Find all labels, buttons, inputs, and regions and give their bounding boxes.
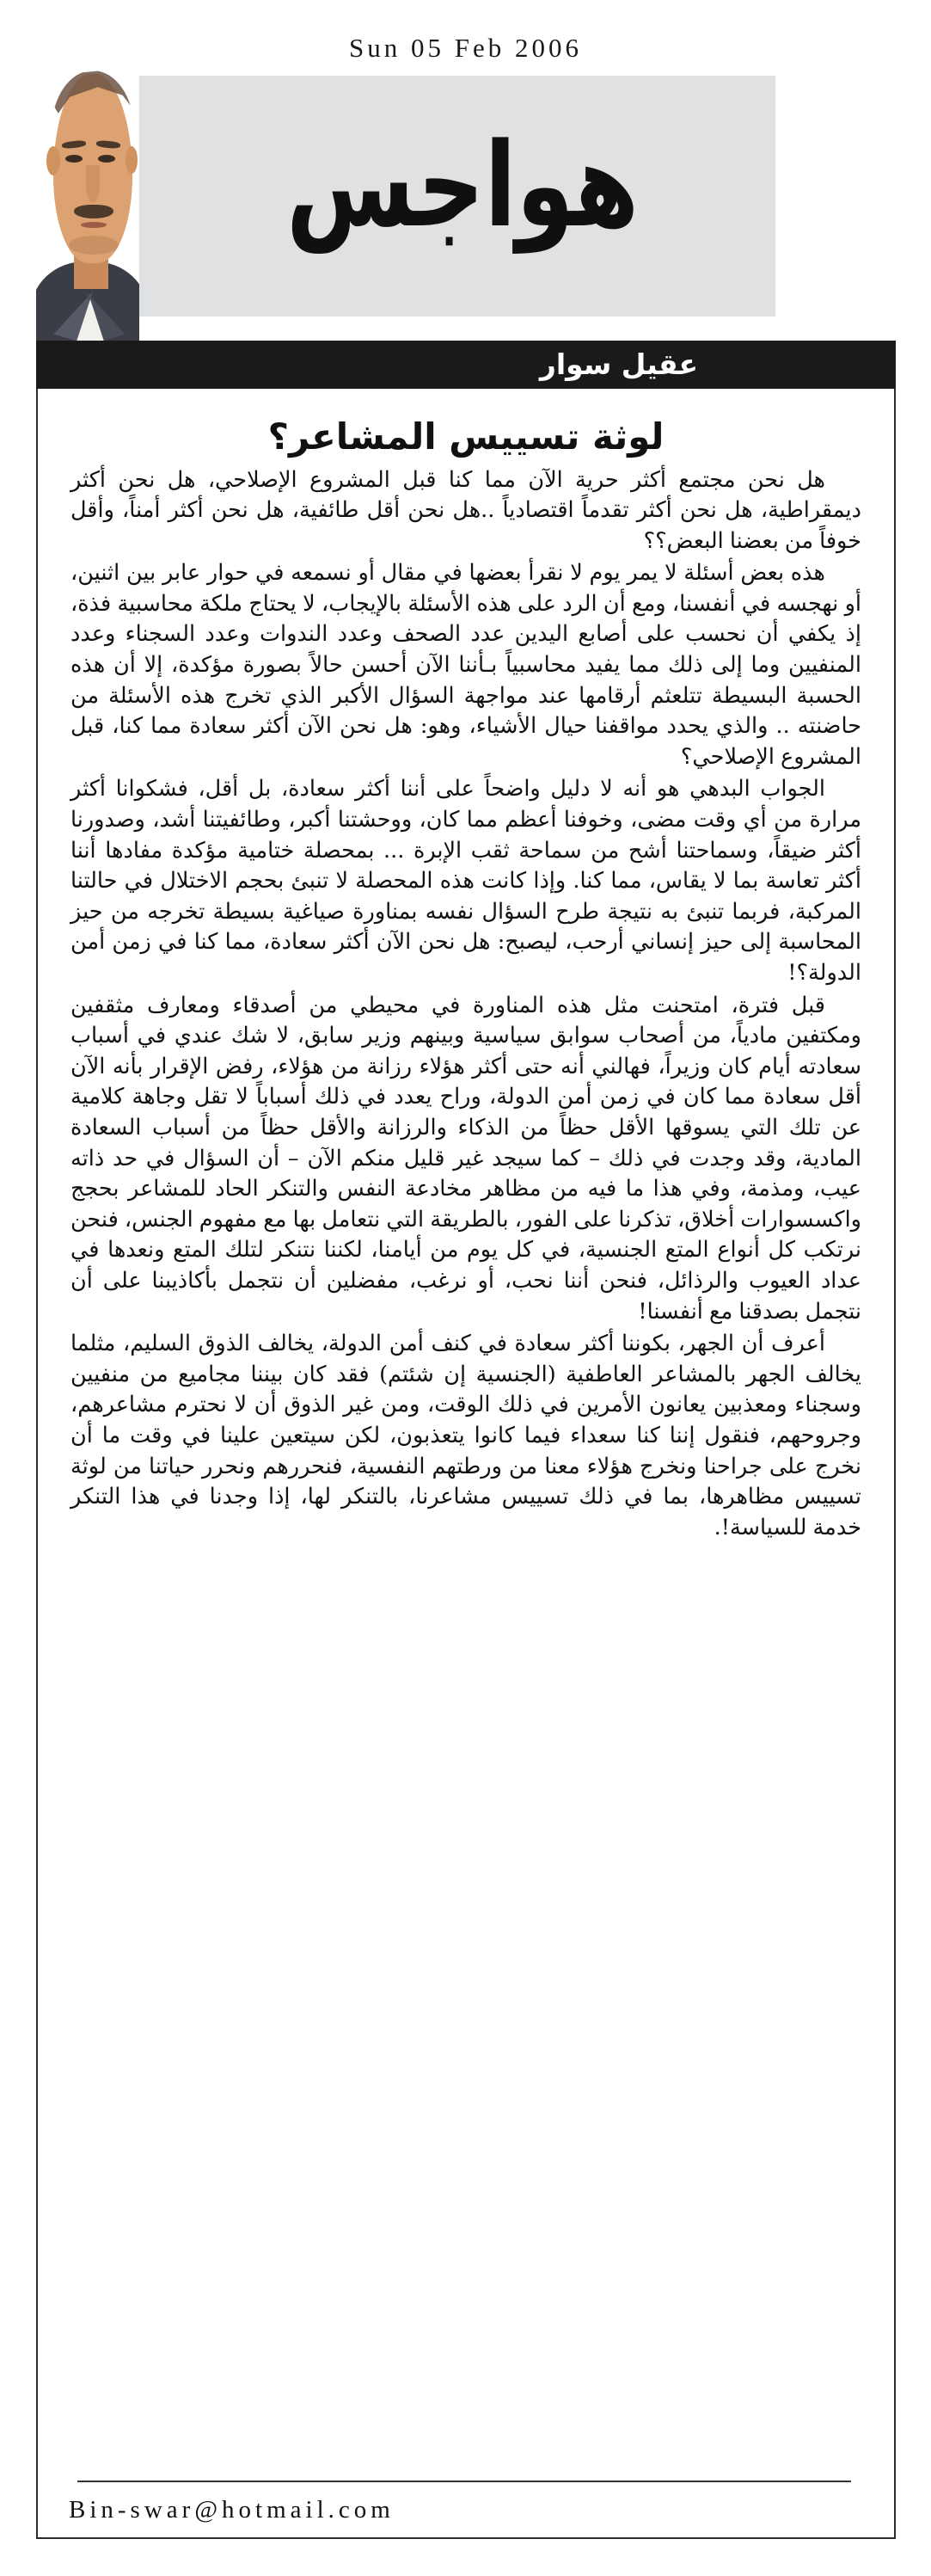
article-paragraph: قبل فترة، امتحنت مثل هذه المناورة في محيطي من أصدقاء ومعارف مثقفين ومكتفين مادياً، من أصحاب سوابق سياسية وبينهم وزير سابق، لا شك عندي في أسباب سعادته أيام كان وزيراً، فهالني أنه حتى أكثر هؤلاء رزانة من هؤلاء، رفض الإقرار بأنه الآن أقل سعادة مما كان في زمن أمن الدولة، وراح يعدد في ذلك أسباباً لا تقل وجاهة كلامية عن تلك التي يسوقها الأقل حظاً من الذكاء والرزانة والأقل حظاً من أسباب السعادة المادية، وقد وجدت في ذلك – كما سيجد غير قليل منكم الآن – أن السؤال في حد ذاته عيب، ومذمة، وفي هذا ما فيه من مظاهر مخادعة النفس والتنكر الحاد للمشاعر بحجج واكسسوارات أخلاق، تذكرنا على الفور، بالطريقة التي نتعامل بها مع مفهوم الجنس، فنحن نرتكب كل أنواع المتع الجنسية، في كل يوم من أيامنا، لكننا نتنكر لتلك المتع ونعدها في عداد العيوب والرذائل، فنحن أننا نحب، أو نرغب، مفضلين أن نتجمل بأكاذيبنا على أن نتجمل بصدقنا مع أنفسنا! <box>70 992 861 1325</box>
portrait-mustache <box>74 205 113 218</box>
footer-divider <box>77 2481 851 2482</box>
portrait-ear-right <box>126 146 138 174</box>
article-paragraph: الجواب البدهي هو أنه لا دليل واضحاً على أننا أكثر سعادة، بل أقل، فشكوانا أكثر مرارة من أي وقت مضى، وخوفنا أعظم مما كان، ووحشتنا أكبر، وطائفيتنا أشد، وصدورنا أكثر ضيقاً، وسماحتنا أشح من سماحة ثقب الإبرة ... بمحصلة ختامية مؤكدة مفادها أننا أكثر تعاسة بما لا يقاس، مما كنا. وإذا كانت هذه المحصلة لا تنبئ بحجم الاختلال في حالتنا المركبة، فربما تنبئ به نتيجة طرح السؤال نفسه بمناورة صياغية بسيطة تخرجه من حيز المحاسبة إلى حيز إنساني أرحب، ليصبح: هل نحن الآن أكثر سعادة، مما كنا في زمن أمن الدولة؟! <box>70 776 861 986</box>
portrait-eye-left <box>65 155 83 163</box>
publication-date: Sun 05 Feb 2006 <box>349 33 582 63</box>
article-body <box>38 465 894 1544</box>
portrait-chin-shadow <box>69 236 119 255</box>
article-frame <box>36 389 896 2539</box>
article-headline: لوثة تسييس المشاعر؟ <box>267 415 665 458</box>
article-paragraph: هل نحن مجتمع أكثر حرية الآن مما كنا قبل المشروع الإصلاحي، هل نحن أكثر ديمقراطية، هل نحن أكثر تقدماً اقتصادياً ..هل نحن أقل طائفية، هل نحن أكثر أمناً، وأقل خوفاً من بعضنا البعض؟؟ <box>70 466 861 554</box>
article-paragraph: أعرف أن الجهر، بكوننا أكثر سعادة في كنف أمن الدولة، يخالف الذوق السليم، مثلما يخالف الجهر بالمشاعر العاطفية (الجنسية إن شئتم) فقد كان بيننا مجاميع من منفيين وسجناء ومعذبين يعانون الأمرين في ذلك الوقت، ومن غير الذوق أن لا نحترم مشاعرهم، وجروحهم، فنقول إننا كنا سعداء فيما كانوا يتعذبون، لكن سيتعين علينا في وقت ما أن نخرج على جراحنا ونخرج هؤلاء معنا من ورطتهم النفسية، فنحررهم ونحرر حياتنا من لوثة تسييس مظاهرها، بما في ذلك تسييس مشاعرنا، بالتنكر لها، إذا وجدنا في هذا التنكر خدمة للسياسة!. <box>70 1331 861 1540</box>
masthead <box>0 0 931 344</box>
article-paragraph: هذه بعض أسئلة لا يمر يوم لا نقرأ بعضها في مقال أو نسمعه في حوار عابر بين اثنين، أو نهجسه في أنفسنا، ومع أن الرد على هذه الأسئلة بالإيجاب، لا يحتاج ملكة محاسبية فذة، إذ يكفي أن نحسب على أصابع اليدين عدد الصحف وعدد الندوات وعدد السجناء وعدد المنفيين وما إلى ذلك مما يفيد محاسبياً بـأننا الآن أحسن حالاً بصورة مؤكدة، إلا أن هذه الحسبة البسيطة تتلعثم أرقامها عند مواجهة السؤال الأكبر الذي تخرج هذه الأسئلة من حاضنته .. والذي يحدد مواقفنا حيال الأشياء، وهو: هل نحن الآن أكثر سعادة مما كنا، قبل المشروع الإصلاحي؟ <box>70 560 861 770</box>
portrait-nose <box>86 165 100 203</box>
author-name: عقيل سوار <box>539 347 698 381</box>
portrait-ear-left <box>46 146 60 175</box>
publication-title: هواجس <box>286 119 640 254</box>
author-email[interactable]: Bin-swar@hotmail.com <box>69 2496 395 2524</box>
author-portrait-photo <box>36 26 139 344</box>
portrait-mouth <box>81 222 107 228</box>
portrait-eye-right <box>98 155 115 163</box>
byline-bar <box>36 341 896 389</box>
